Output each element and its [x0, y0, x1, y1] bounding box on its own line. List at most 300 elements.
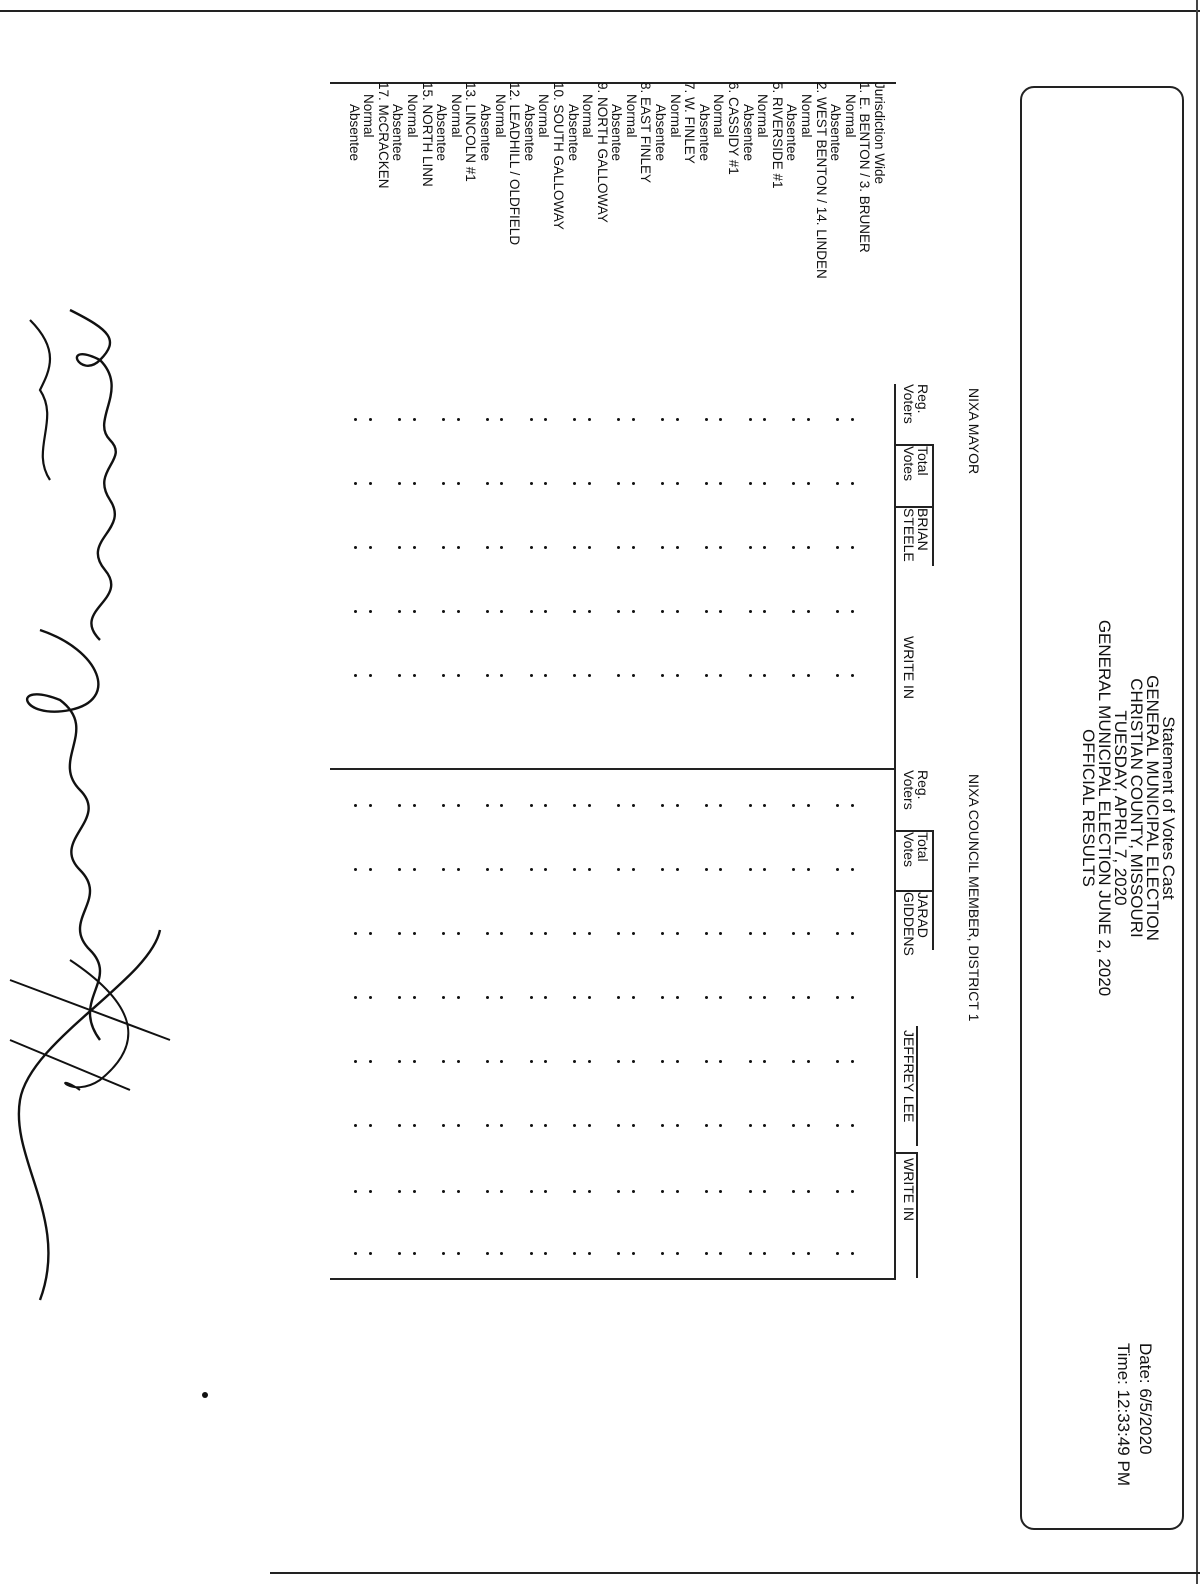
result-dot — [676, 996, 679, 999]
result-dot — [457, 868, 460, 871]
result-dot — [836, 546, 839, 549]
header-top-rule — [917, 1152, 919, 1278]
result-dot — [719, 996, 722, 999]
result-dot — [792, 674, 795, 677]
result-dot — [705, 932, 708, 935]
result-dot — [661, 546, 664, 549]
result-dot — [807, 1190, 810, 1193]
result-dot — [413, 1124, 416, 1127]
result-dot — [413, 418, 416, 421]
result-dot — [763, 674, 766, 677]
contest-divider — [330, 768, 896, 770]
result-dot — [617, 1060, 620, 1063]
result-dot — [661, 996, 664, 999]
jurisdiction-row-label: Normal — [405, 94, 420, 138]
result-dot — [676, 610, 679, 613]
result-dot — [851, 610, 854, 613]
result-dot — [617, 418, 620, 421]
jurisdiction-row-label: Normal — [799, 94, 815, 138]
result-dot — [705, 482, 708, 485]
result-dot — [632, 546, 635, 549]
result-dot — [369, 1124, 372, 1127]
result-dot — [763, 482, 766, 485]
result-dot — [705, 1124, 708, 1127]
result-dot — [836, 1252, 839, 1255]
result-dot — [807, 674, 810, 677]
result-dot — [486, 610, 489, 613]
result-dot — [530, 674, 533, 677]
jurisdiction-row-label: Normal — [492, 94, 508, 138]
result-dot — [530, 546, 533, 549]
result-dot — [500, 610, 503, 613]
result-dot — [676, 1060, 679, 1063]
result-dot — [749, 418, 752, 421]
jurisdiction-list — [346, 82, 886, 402]
result-dot — [500, 1190, 503, 1193]
result-dot — [442, 868, 445, 871]
result-dot — [763, 418, 766, 421]
result-dot — [369, 1252, 372, 1255]
result-dot — [661, 610, 664, 613]
result-dot — [398, 1252, 401, 1255]
result-dot — [705, 996, 708, 999]
result-dot — [573, 1124, 576, 1127]
result-dot — [369, 1060, 372, 1063]
jurisdiction-row-label: Normal — [580, 94, 596, 138]
result-dot — [354, 996, 357, 999]
result-dot — [749, 804, 752, 807]
result-dot — [807, 1060, 810, 1063]
jurisdiction-row-label: Absentee — [477, 104, 493, 162]
title-line: CHRISTIAN COUNTY, MISSOURI — [1127, 678, 1146, 938]
result-dot — [544, 546, 547, 549]
result-dot — [544, 1124, 547, 1127]
result-dot — [792, 932, 795, 935]
result-dot — [807, 804, 810, 807]
result-dot — [676, 674, 679, 677]
result-dot — [617, 674, 620, 677]
result-dot — [792, 418, 795, 421]
result-dot — [354, 932, 357, 935]
column-header: Total Votes — [901, 446, 931, 482]
result-dot — [749, 1190, 752, 1193]
result-dot — [763, 1124, 766, 1127]
result-dot — [617, 546, 620, 549]
result-dot — [398, 932, 401, 935]
column-header: WRITE IN — [901, 1158, 917, 1221]
result-dot — [661, 932, 664, 935]
result-dot — [851, 546, 854, 549]
title-line: GENERAL MUNICIPAL ELECTION — [1143, 675, 1162, 941]
table-right-rule — [330, 1278, 896, 1280]
result-dot — [836, 610, 839, 613]
result-dot — [500, 868, 503, 871]
result-dot — [617, 868, 620, 871]
result-dot — [500, 932, 503, 935]
header-top-rule — [917, 1026, 919, 1146]
report-title-block — [1080, 88, 1176, 1528]
result-dot — [398, 868, 401, 871]
result-dot — [530, 1060, 533, 1063]
result-dot — [851, 932, 854, 935]
result-dot — [442, 418, 445, 421]
result-dot — [588, 674, 591, 677]
result-dot — [836, 996, 839, 999]
result-dot — [632, 1190, 635, 1193]
result-dot — [617, 932, 620, 935]
result-dot — [500, 996, 503, 999]
result-dot — [632, 674, 635, 677]
result-dot — [763, 932, 766, 935]
column-divider — [896, 1152, 918, 1154]
result-dot — [544, 610, 547, 613]
title-line: GENERAL MUNICIPAL ELECTION JUNE 2, 2020 — [1095, 619, 1114, 997]
result-dot — [530, 804, 533, 807]
result-dot — [836, 1190, 839, 1193]
jurisdiction-row-label: Absentee — [784, 104, 800, 162]
result-dot — [500, 482, 503, 485]
result-dot — [457, 1124, 460, 1127]
result-dot — [719, 1190, 722, 1193]
result-dot — [632, 610, 635, 613]
jurisdiction-row-label: 9. NORTH GALLOWAY — [594, 82, 610, 223]
result-dot — [792, 996, 795, 999]
result-dot — [851, 418, 854, 421]
result-dot — [457, 1060, 460, 1063]
result-dot — [851, 674, 854, 677]
result-dot — [442, 674, 445, 677]
result-dot — [661, 1190, 664, 1193]
stray-mark — [202, 1392, 208, 1398]
result-dot — [573, 546, 576, 549]
column-divider — [896, 506, 934, 508]
result-dot — [369, 804, 372, 807]
result-dot — [719, 674, 722, 677]
result-dot — [851, 1190, 854, 1193]
result-dot — [807, 482, 810, 485]
jurisdiction-row-label: Absentee — [521, 104, 537, 162]
result-dot — [836, 1124, 839, 1127]
result-dot — [500, 804, 503, 807]
result-dot — [676, 804, 679, 807]
result-dot — [676, 1252, 679, 1255]
result-dot — [792, 1124, 795, 1127]
result-dot — [763, 996, 766, 999]
jurisdiction-row-label: 7. W. FINLEY — [682, 82, 698, 164]
result-dot — [588, 996, 591, 999]
result-dot — [617, 1190, 620, 1193]
column-header: BRIAN STEELE — [901, 508, 931, 562]
result-dot — [398, 418, 401, 421]
result-dot — [573, 418, 576, 421]
title-line: OFFICIAL RESULTS — [1079, 729, 1098, 887]
result-dot — [632, 1124, 635, 1127]
jurisdiction-row-label: Absentee — [609, 104, 625, 162]
result-dot — [544, 1190, 547, 1193]
result-dot — [486, 482, 489, 485]
result-dot — [413, 1252, 416, 1255]
result-dot — [836, 1060, 839, 1063]
result-dot — [573, 1252, 576, 1255]
result-dot — [851, 1124, 854, 1127]
result-dot — [632, 1060, 635, 1063]
result-dot — [500, 1060, 503, 1063]
result-dot — [617, 1252, 620, 1255]
result-dot — [544, 482, 547, 485]
result-dot — [676, 1190, 679, 1193]
contest-title-mayor: NIXA MAYOR — [966, 388, 982, 475]
result-dot — [836, 482, 839, 485]
result-dot — [457, 804, 460, 807]
result-dot — [486, 804, 489, 807]
result-dot — [792, 1190, 795, 1193]
result-dot — [398, 804, 401, 807]
result-dot — [661, 1124, 664, 1127]
result-dot — [632, 804, 635, 807]
result-dot — [676, 546, 679, 549]
result-dot — [486, 546, 489, 549]
result-dot — [369, 868, 372, 871]
result-dot — [851, 482, 854, 485]
result-dot — [676, 418, 679, 421]
result-dot — [617, 610, 620, 613]
result-dot — [442, 1060, 445, 1063]
result-dot — [807, 418, 810, 421]
result-dot — [749, 546, 752, 549]
result-dot — [530, 610, 533, 613]
jurisdiction-row-label: 12. LEADHILL / OLDFIELD — [507, 82, 523, 246]
result-dot — [398, 1190, 401, 1193]
result-dot — [763, 1060, 766, 1063]
result-dot — [632, 482, 635, 485]
header-top-rule — [933, 444, 935, 566]
result-dot — [486, 868, 489, 871]
result-dot — [573, 482, 576, 485]
result-dot — [442, 1124, 445, 1127]
jurisdiction-row-label: Normal — [448, 94, 464, 138]
result-dot — [661, 418, 664, 421]
result-dot — [836, 418, 839, 421]
result-dot — [573, 674, 576, 677]
result-dot — [486, 674, 489, 677]
result-dot — [749, 482, 752, 485]
result-dot — [413, 996, 416, 999]
result-dot — [719, 1124, 722, 1127]
result-dot — [617, 996, 620, 999]
jurisdiction-wide-label: Jurisdiction Wide — [872, 82, 887, 185]
result-dot — [573, 932, 576, 935]
result-dot — [632, 932, 635, 935]
result-dot — [544, 1252, 547, 1255]
result-dot — [749, 868, 752, 871]
jurisdiction-row-label: 10. SOUTH GALLOWAY — [550, 82, 566, 230]
contest-title-council: NIXA COUNCIL MEMBER, DISTRICT 1 — [966, 774, 982, 1022]
result-dot — [719, 1060, 722, 1063]
result-dot — [442, 546, 445, 549]
result-dot — [705, 1060, 708, 1063]
result-dot — [807, 868, 810, 871]
result-dot — [457, 674, 460, 677]
jurisdiction-row-label: 6. CASSIDY #1 — [726, 82, 742, 175]
result-dot — [442, 804, 445, 807]
result-dot — [749, 610, 752, 613]
result-dot — [792, 1060, 795, 1063]
result-dot — [354, 546, 357, 549]
result-dot — [398, 610, 401, 613]
result-dot — [851, 804, 854, 807]
result-dot — [544, 418, 547, 421]
result-dot — [369, 610, 372, 613]
result-dot — [676, 1124, 679, 1127]
result-dot — [442, 1190, 445, 1193]
result-dot — [836, 804, 839, 807]
result-dot — [792, 868, 795, 871]
result-dot — [836, 868, 839, 871]
result-dot — [807, 610, 810, 613]
result-dot — [705, 546, 708, 549]
jurisdiction-row-label: Absentee — [740, 104, 756, 162]
jurisdiction-row-label: Normal — [667, 94, 683, 138]
result-dot — [544, 996, 547, 999]
result-dot — [530, 1190, 533, 1193]
result-dot — [544, 932, 547, 935]
result-dot — [413, 804, 416, 807]
result-dot — [792, 804, 795, 807]
result-dot — [486, 1124, 489, 1127]
result-dot — [354, 1252, 357, 1255]
report-header-box — [1020, 86, 1184, 1530]
result-dot — [588, 1124, 591, 1127]
result-dot — [354, 610, 357, 613]
result-dot — [588, 804, 591, 807]
result-dot — [763, 804, 766, 807]
result-dot — [705, 674, 708, 677]
result-dot — [413, 610, 416, 613]
result-dot — [763, 1190, 766, 1193]
result-dot — [398, 1060, 401, 1063]
result-dot — [588, 418, 591, 421]
result-dot — [369, 932, 372, 935]
result-dot — [442, 482, 445, 485]
result-dot — [530, 482, 533, 485]
result-dot — [544, 804, 547, 807]
result-dot — [530, 1252, 533, 1255]
result-dot — [486, 996, 489, 999]
result-dot — [369, 546, 372, 549]
result-dot — [530, 868, 533, 871]
report-date: Date: 6/5/2020 — [1136, 1343, 1155, 1455]
result-dot — [588, 1060, 591, 1063]
result-dot — [530, 418, 533, 421]
result-dot — [807, 1252, 810, 1255]
result-dot — [354, 1060, 357, 1063]
result-dot — [398, 482, 401, 485]
result-dot — [457, 1190, 460, 1193]
result-dot — [398, 996, 401, 999]
result-dot — [705, 1190, 708, 1193]
signature-3 — [0, 920, 190, 1340]
result-dot — [369, 996, 372, 999]
column-header: Total Votes — [901, 832, 931, 868]
result-dot — [719, 546, 722, 549]
result-dot — [807, 996, 810, 999]
column-divider — [896, 444, 934, 446]
result-dot — [632, 1252, 635, 1255]
result-dot — [661, 674, 664, 677]
result-dot — [544, 868, 547, 871]
result-dot — [719, 418, 722, 421]
result-dot — [369, 418, 372, 421]
result-dot — [398, 546, 401, 549]
result-dot — [588, 868, 591, 871]
result-dot — [369, 674, 372, 677]
result-dot — [719, 932, 722, 935]
result-dot — [719, 610, 722, 613]
result-dot — [851, 868, 854, 871]
result-dot — [354, 674, 357, 677]
result-dot — [500, 674, 503, 677]
result-dot — [500, 546, 503, 549]
jurisdiction-row-label: Normal — [842, 94, 858, 138]
result-dot — [413, 482, 416, 485]
result-dot — [500, 1252, 503, 1255]
jurisdiction-row-label: Absentee — [828, 104, 844, 162]
result-dot — [398, 1124, 401, 1127]
result-dot — [676, 932, 679, 935]
result-dot — [749, 1060, 752, 1063]
result-dot — [413, 1060, 416, 1063]
result-dot — [573, 996, 576, 999]
jurisdiction-row-label: Absentee — [653, 104, 669, 162]
report-time: Time: 12:33:49 PM — [1114, 1343, 1133, 1486]
result-dot — [354, 868, 357, 871]
result-dot — [792, 546, 795, 549]
result-dot — [354, 482, 357, 485]
result-dot — [354, 1190, 357, 1193]
jurisdiction-row-label: Absentee — [565, 104, 581, 162]
result-dot — [588, 1252, 591, 1255]
result-dot — [544, 674, 547, 677]
result-dot — [486, 1190, 489, 1193]
column-header: WRITE IN — [901, 636, 917, 699]
result-dot — [486, 932, 489, 935]
result-dot — [457, 996, 460, 999]
result-dot — [588, 482, 591, 485]
result-dot — [763, 1252, 766, 1255]
result-dot — [573, 1190, 576, 1193]
result-dot — [354, 804, 357, 807]
result-dot — [807, 546, 810, 549]
result-dot — [573, 804, 576, 807]
result-dot — [749, 932, 752, 935]
result-dot — [457, 1252, 460, 1255]
result-dot — [763, 610, 766, 613]
result-dot — [573, 868, 576, 871]
result-dot — [442, 1252, 445, 1255]
result-dot — [719, 868, 722, 871]
result-dot — [573, 610, 576, 613]
jurisdiction-row-label: Absentee — [696, 104, 712, 162]
jurisdiction-row-label: 13. LINCOLN #1 — [463, 82, 479, 182]
result-dot — [763, 868, 766, 871]
result-dot — [354, 418, 357, 421]
result-dot — [807, 932, 810, 935]
result-dot — [632, 996, 635, 999]
result-dot — [398, 674, 401, 677]
column-divider — [896, 830, 934, 832]
result-dot — [500, 418, 503, 421]
result-dot — [749, 1124, 752, 1127]
